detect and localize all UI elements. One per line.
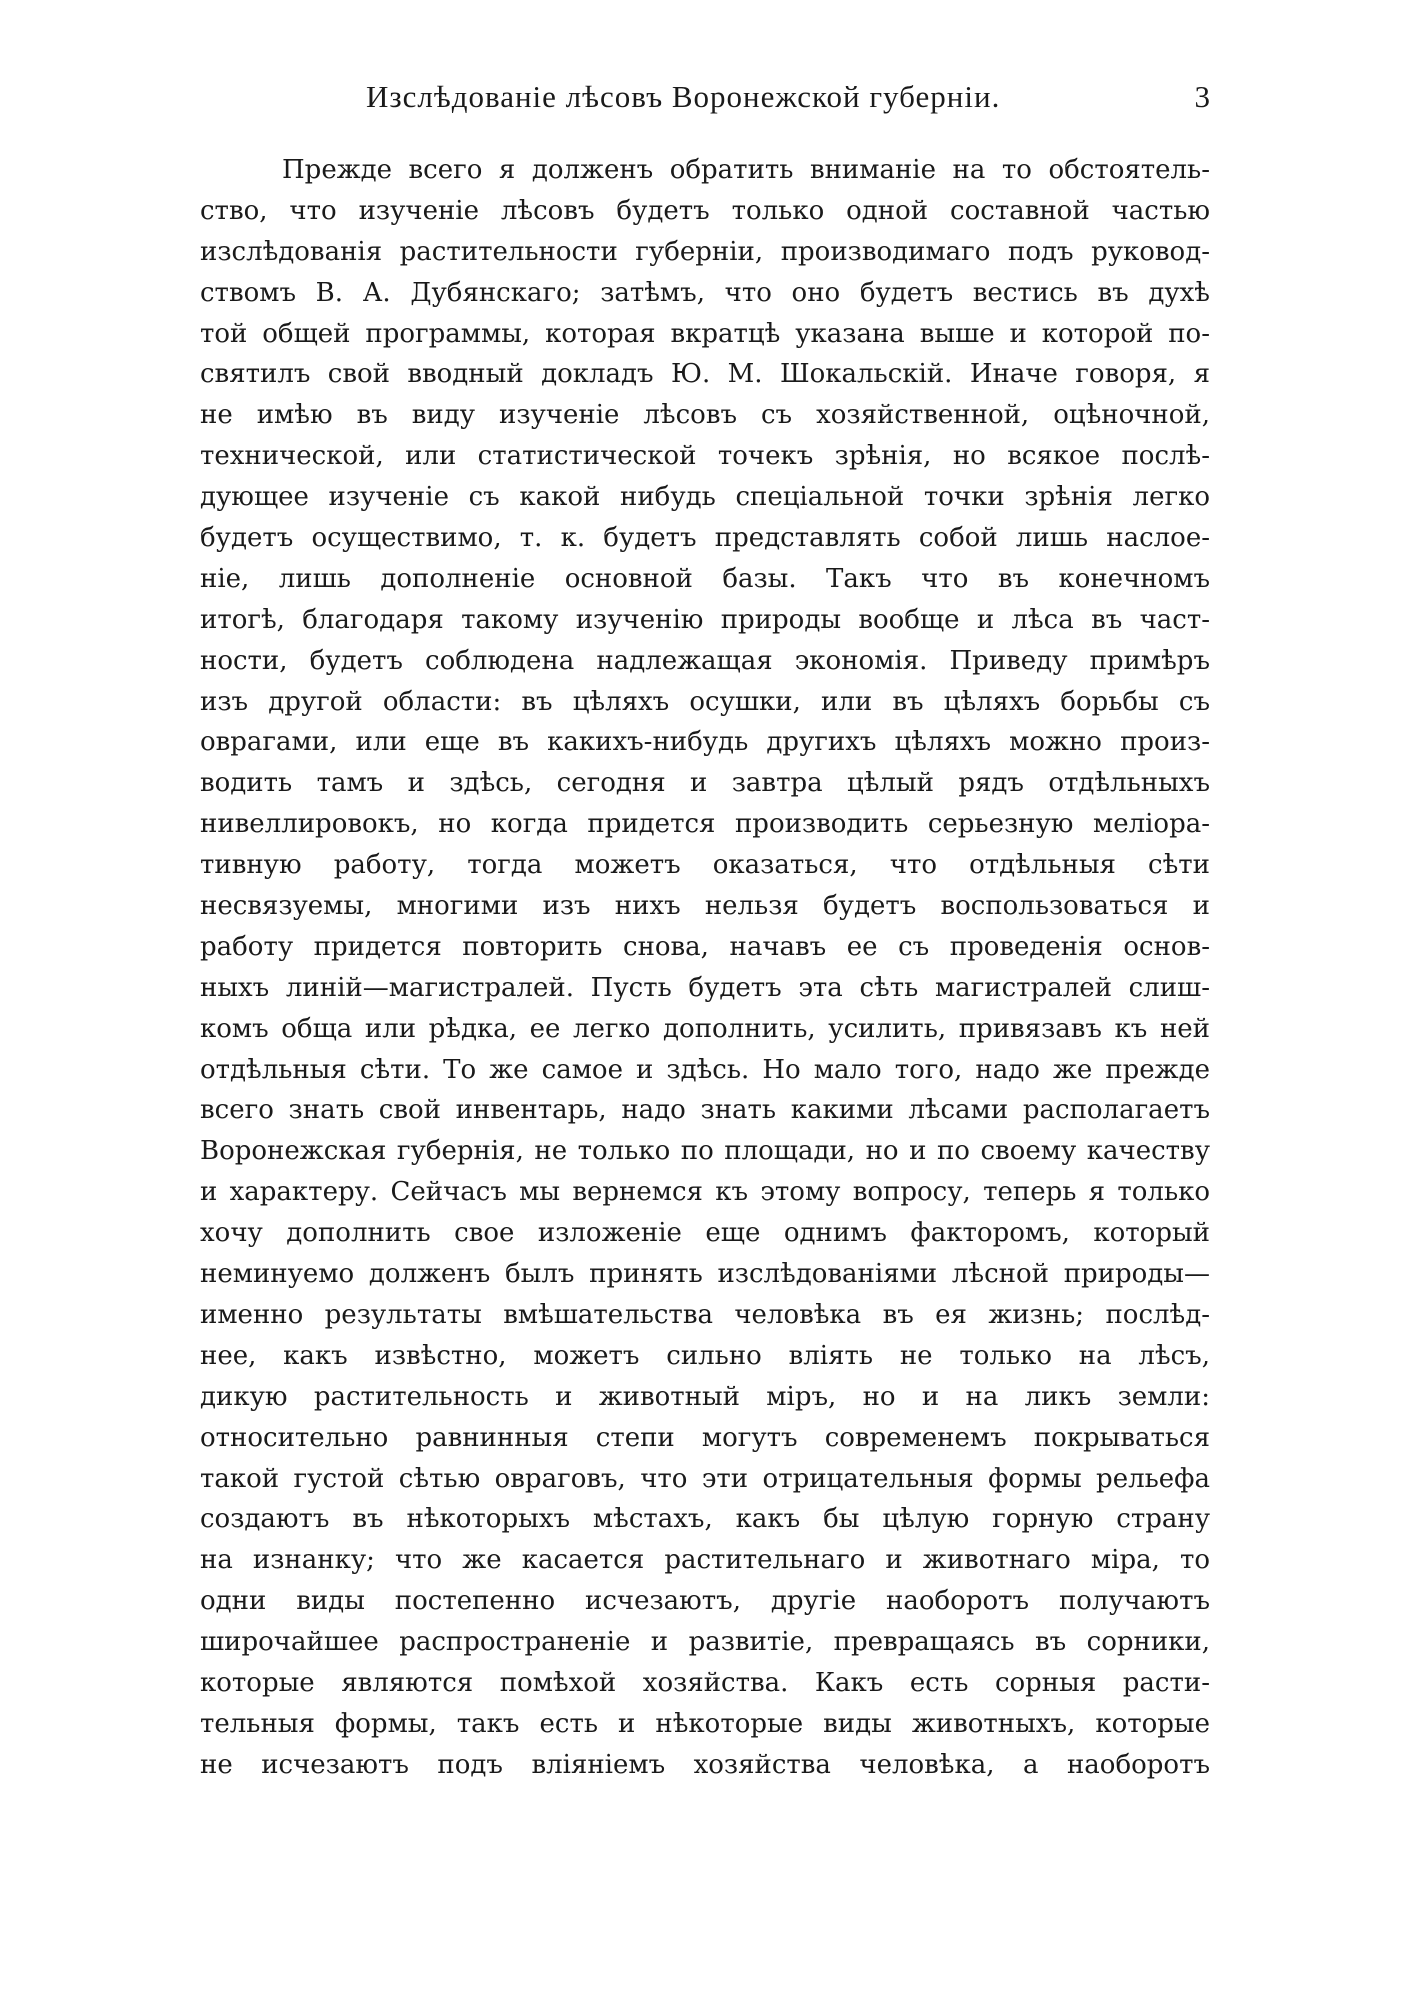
body-text: [200, 150, 1210, 1786]
text-line: не имѣю въ виду изученіе лѣсовъ съ хозяйственной, оцѣночной,: [200, 400, 1210, 431]
text-line: итогѣ, благодаря такому изученію природы вообще и лѣса въ част-: [200, 604, 1210, 635]
page-number: 3: [1194, 79, 1210, 114]
text-line: всего знать свой инвентарь, надо знать какими лѣсами располагаетъ: [200, 1095, 1210, 1126]
text-line: ство, что изученіе лѣсовъ будетъ только одной составной частью: [200, 195, 1210, 226]
text-line: хочу дополнить свое изложеніе еще однимъ факторомъ, который: [200, 1218, 1210, 1249]
text-line: создаютъ въ нѣкоторыхъ мѣстахъ, какъ бы цѣлую горную страну: [200, 1504, 1210, 1535]
text-line: той общей программы, которая вкратцѣ указана выше и которой по-: [200, 318, 1210, 349]
text-line: оврагами, или еще въ какихъ-нибудь другихъ цѣляхъ можно произ-: [200, 727, 1210, 758]
text-line: изслѣдованія растительности губерніи, производимаго подъ руковод-: [200, 236, 1210, 267]
text-line: ныхъ линій—магистралей. Пусть будетъ эта сѣть магистралей слиш-: [200, 972, 1210, 1003]
text-line: ствомъ В. А. Дубянскаго; затѣмъ, что оно будетъ вестись въ духѣ: [200, 277, 1210, 308]
text-line: отдѣльныя сѣти. То же самое и здѣсь. Но мало того, надо же прежде: [200, 1054, 1210, 1085]
text-line: тивную работу, тогда можетъ оказаться, что отдѣльныя сѣти: [200, 850, 1210, 881]
text-line: изъ другой области: въ цѣляхъ осушки, или въ цѣляхъ борьбы съ: [200, 686, 1210, 717]
text-line: широчайшее распространеніе и развитіе, превращаясь въ сорники,: [200, 1627, 1210, 1658]
text-line: технической, или статистической точекъ зрѣнія, но всякое послѣ-: [200, 441, 1210, 472]
text-line: тельныя формы, такъ есть и нѣкоторые виды животныхъ, которые: [200, 1708, 1210, 1739]
text-line: на изнанку; что же касается растительнаго и животнаго міра, то: [200, 1545, 1210, 1576]
text-line: ности, будетъ соблюдена надлежащая экономія. Приведу примѣръ: [200, 645, 1210, 676]
text-line: нивеллировокъ, но когда придется производить серьезную меліора-: [200, 809, 1210, 840]
text-line: которые являются помѣхой хозяйства. Какъ есть сорныя расти-: [200, 1667, 1210, 1698]
text-line: святилъ свой вводный докладъ Ю. М. Шокальскій. Иначе говоря, я: [200, 359, 1210, 390]
text-line: несвязуемы, многими изъ нихъ нельзя будетъ воспользоваться и: [200, 891, 1210, 922]
text-line: ніе, лишь дополненіе основной базы. Такъ что въ конечномъ: [200, 563, 1210, 594]
text-line: комъ обща или рѣдка, ее легко дополнить, усилить, привязавъ къ ней: [200, 1013, 1210, 1044]
running-head-title: Изслѣдованіе лѣсовъ Воронежской губерніи.: [366, 79, 1001, 114]
text-line: относительно равнинныя степи могутъ современемъ покрываться: [200, 1422, 1210, 1453]
text-line: будетъ осуществимо, т. к. будетъ представлять собой лишь наслое-: [200, 523, 1210, 554]
text-line: работу придется повторить снова, начавъ ее съ проведенія основ-: [200, 931, 1210, 962]
text-line: Воронежская губернія, не только по площади, но и по своему качеству: [200, 1136, 1210, 1167]
text-line: нее, какъ извѣстно, можетъ сильно вліять не только на лѣсъ,: [200, 1340, 1210, 1371]
text-line: дующее изученіе съ какой нибудь спеціальной точки зрѣнія легко: [200, 482, 1210, 513]
text-line: Прежде всего я долженъ обратить вниманіе на то обстоятель-: [282, 155, 1210, 185]
text-line: водить тамъ и здѣсь, сегодня и завтра цѣлый рядъ отдѣльныхъ: [200, 768, 1210, 799]
running-head: [200, 72, 1210, 122]
text-line: именно результаты вмѣшательства человѣка въ ея жизнь; послѣд-: [200, 1299, 1210, 1330]
text-line: не исчезаютъ подъ вліяніемъ хозяйства человѣка, а наоборотъ: [200, 1749, 1210, 1780]
text-line: неминуемо долженъ былъ принять изслѣдованіями лѣсной природы—: [200, 1259, 1210, 1290]
text-line: одни виды постепенно исчезаютъ, другіе наоборотъ получаютъ: [200, 1586, 1210, 1617]
text-line: такой густой сѣтью овраговъ, что эти отрицательныя формы рельефа: [200, 1463, 1210, 1494]
text-line: дикую растительность и животный міръ, но и на ликъ земли:: [200, 1381, 1210, 1412]
text-line: и характеру. Сейчасъ мы вернемся къ этому вопросу, теперь я только: [200, 1177, 1210, 1208]
